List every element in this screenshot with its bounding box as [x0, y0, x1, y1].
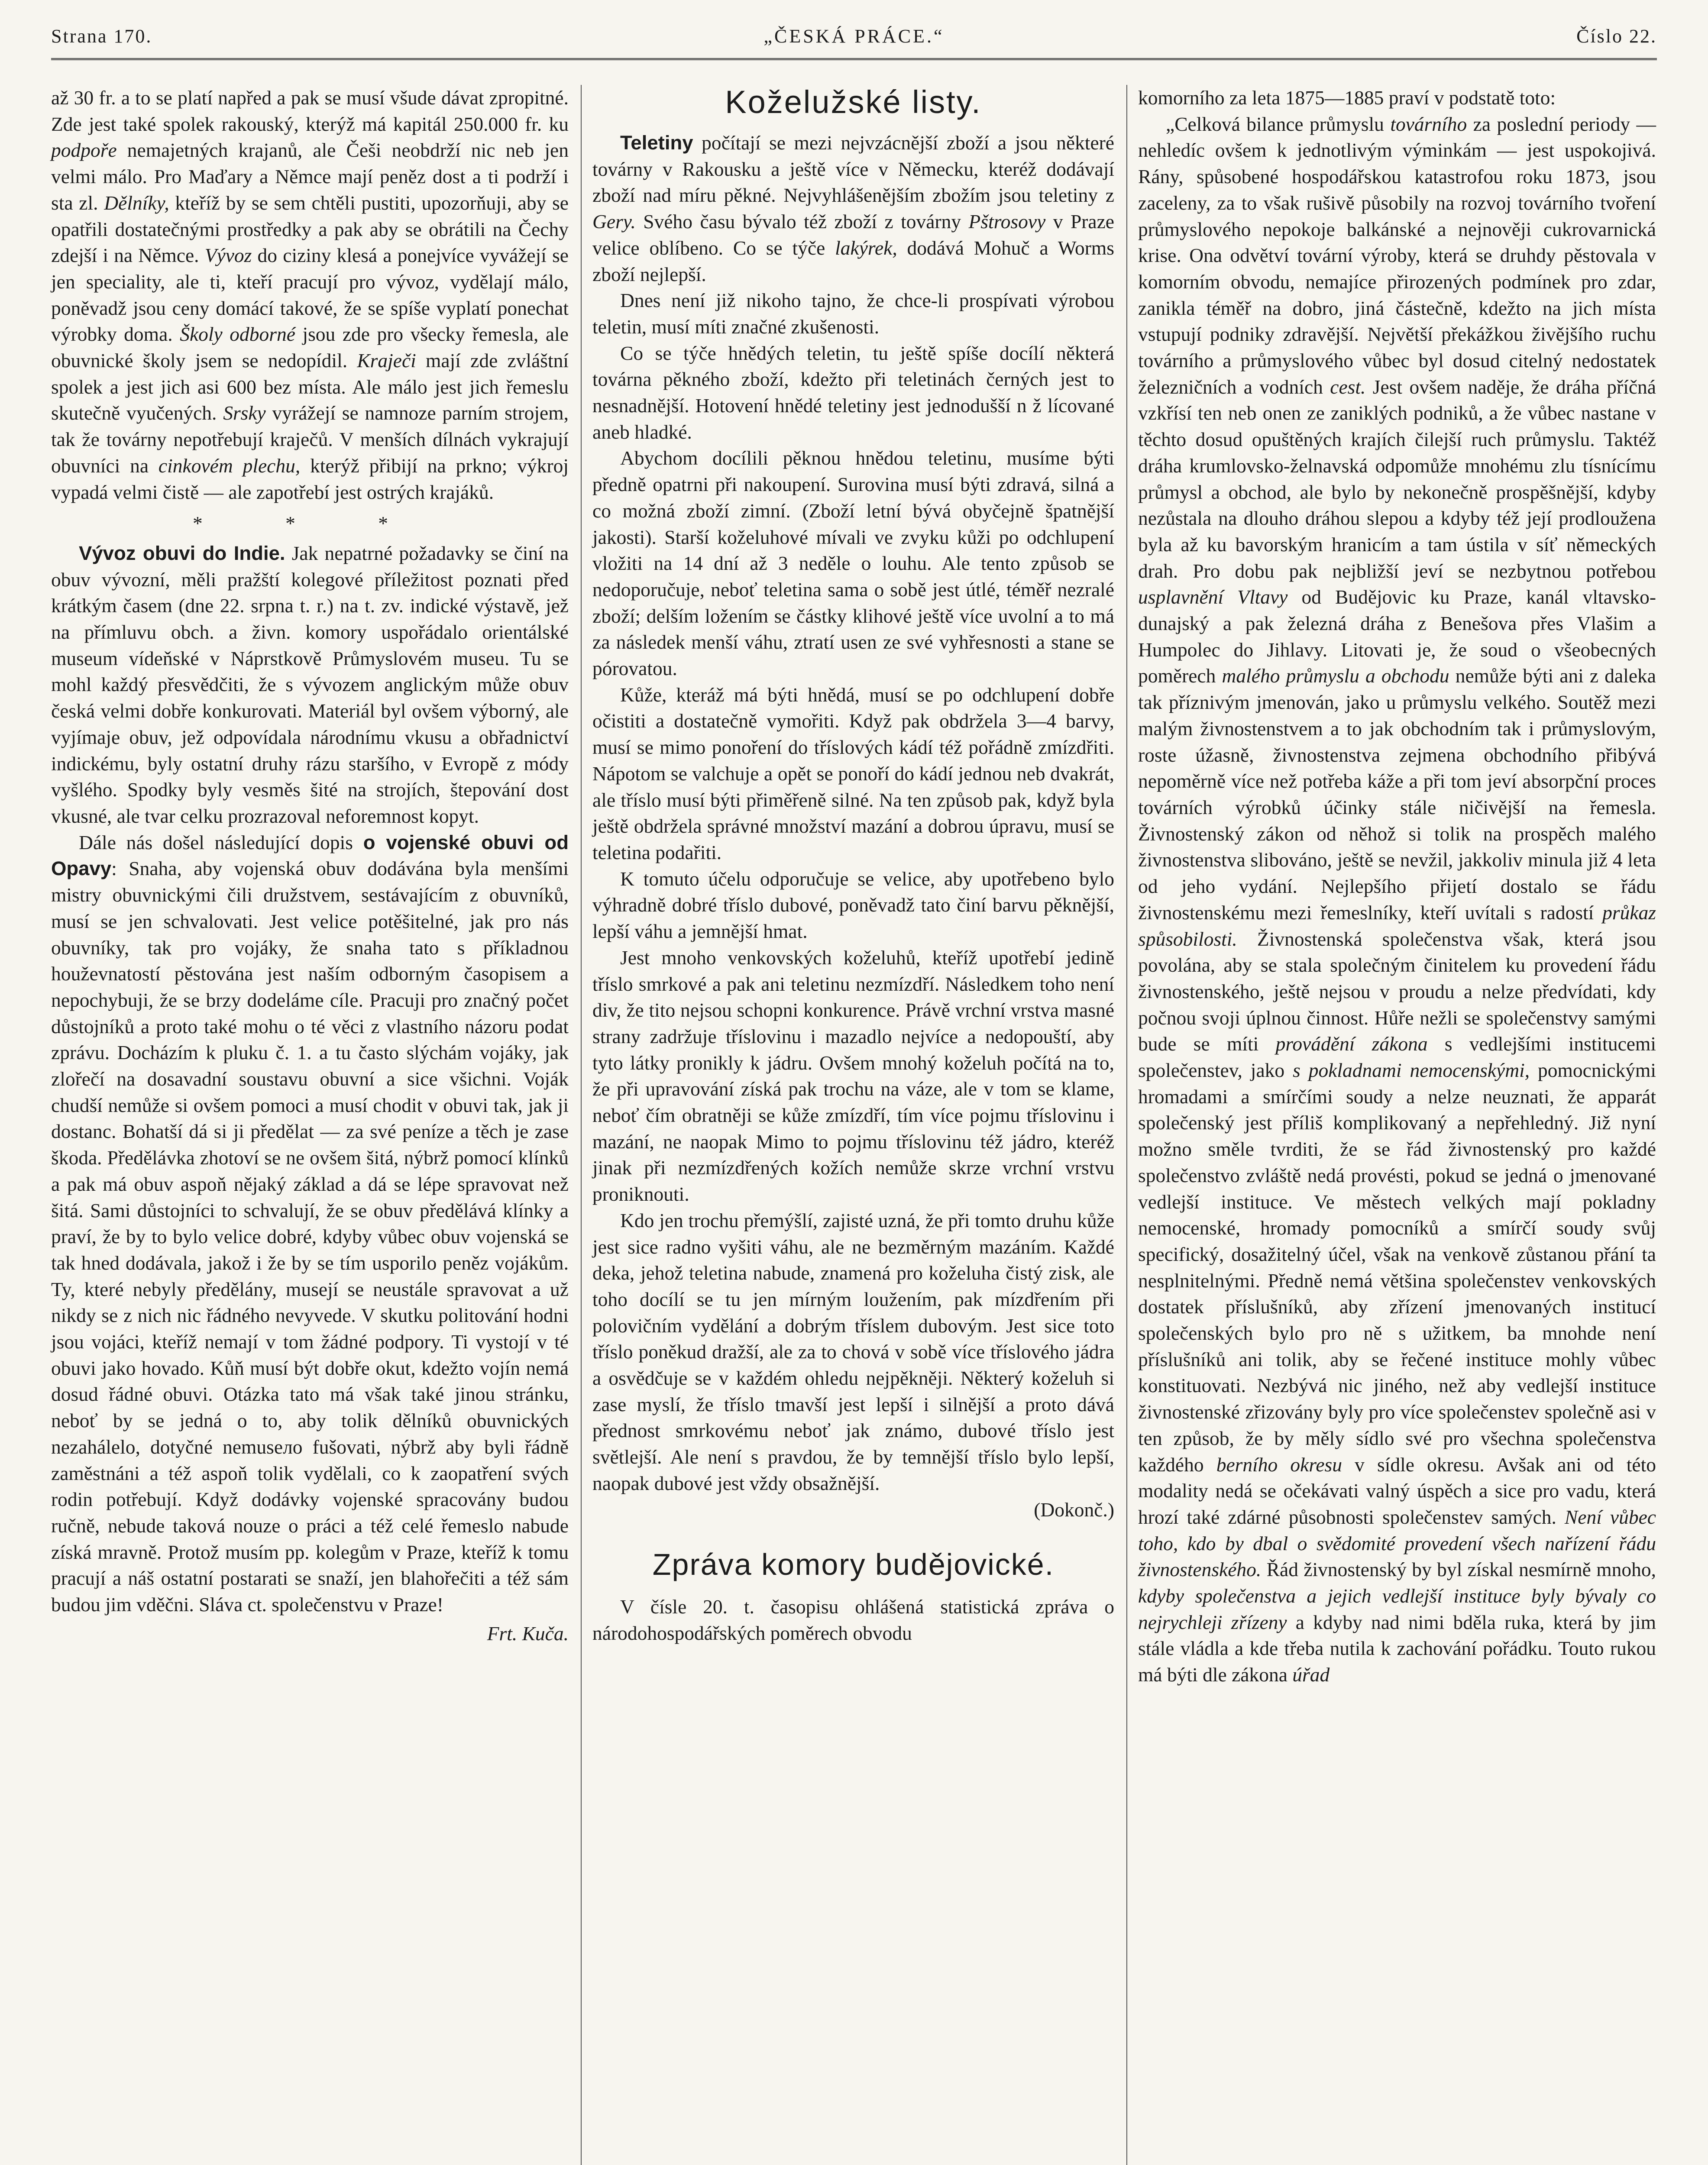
text-run-italic: provádění zákona: [1275, 1033, 1428, 1055]
text-run: v sídle okresu. Avšak ani od této modality nedá se očekávati valný úspěch a sice pro vadu, která hrozí také zdárné působnosti společenstev samých.: [1138, 1453, 1656, 1528]
header-rule: [51, 58, 1657, 60]
paragraph-continuation: komorního za leta 1875—1885 praví v podstatě toto:: [1138, 87, 1556, 109]
text-run: vyrážejí se namnoze parním strojem, tak že továrny nepotřebují kraječů. V menších dílnách vykrajují obuvníci na: [51, 402, 569, 477]
text-run-italic: malého průmyslu a obchodu: [1222, 665, 1449, 687]
text-run: kterýž přibijí na prkno; výkroj vypadá velmi čistě — ale zapotřebí jest ostrých krajáků.: [51, 454, 569, 503]
text-run: nemůže býti ani z daleka tak příznivým jmenován, jako u průmyslu velkého. Soutěž mezi malým živnostenstvem a to jak obchodním tak i průmyslovým, roste úžasně, živnostenstva zejmena obchodního přibývá nepoměrně více než potřeba káže a při tom jeví absorpční proces továrních výrobků účinky stále ničivější na řemesla. Živnostenský zákon od něhož si tolik na prospěch malého živnostenstva slibováno, ještě se nevžil, jakkoliv minula již 4 leta od jeho vydání. Nejlepšího přijetí dostalo se řádu živnostenskému mezi řemeslníky, kteří uvítali s radostí: [1138, 665, 1656, 924]
text-run: Jak nepatrné požadavky se činí na obuv vývozní, měli pražští kolegové příležitost poznati před krátkým časem (dne 22. srpna t. r.) na t. zv. indické výstavě, jež na přímluvu obch. a živn. komory uspořádalo orientálské museum vídeňské v Náprstkově Průmyslovém museu. Tu se mohl každý přesvědčiti, že s vývozem anglickým může obuv česká velmi dobře konkurovati. Materiál byl ovšem výborný, ale vyjímaje obuv, jež odpovídala národnímu vkusu a obřadnictví indickému, byly ostatní druhy rázu staršího, v Evropě z módy vyšlého. Spodky byly vesměs šité na strojích, štepování dost vkusné, ale tvar celku prozrazoval neforemnost kopyt.: [51, 542, 569, 827]
paragraph-continuation: [51, 85, 569, 505]
article-heading: o vojenské obuvi od Opavy: [51, 831, 569, 880]
text-run: Jest ovšem naděje, že dráha příčná vzkřísí ten neb onen ze zaniklých podniků, a že vůbec nastane v těchto dosud opuštěných krajích čilejší ruch průmyslu. Taktéž dráha krumlovsko-želnavská odpomůže mnohému zlu tísnícímu průmysl a obchod, ale bylo by nekonečně prospěšnější, kdyby nezůstala na dlouho dráhou slepou a kdyby též její prodloužena byla až ku bavorským hranicím a tam ústila v síť německých drah. Pro dobu pak nejbližší jeví se nezbytnou potřebou: [1138, 375, 1656, 582]
to-be-continued: (Dokonč.): [1034, 1498, 1114, 1521]
page-header: [51, 18, 1657, 61]
text-run: kteříž by se sem chtěli pustiti, upozorňuji, aby se opatřili dostatečnými prostředky a pak aby se obrátili na Čechy zdejší i na Němce.: [51, 191, 569, 267]
paragraph: Abychom docílili pěknou hnědou teletinu, musíme býti předně opatrni při nakoupení. Surovina musí býti zdravá, silná a co možná zboží zimní. (Zboží letní bývá obyčejně špatnější jakosti). Starší koželuhové mívali ve zvyku kůži po odchlupení vložiti na 14 dní až 3 neděle o louhu. Ale tento způsob se nedoporučuje, neboť teletina sama o sobě jest útlé, téměř nezralé zboží; delším ložením se částky klihové ještě více uvolní a to má za následek menší váhu, ztratí usen ze své vyhřesnosti a stane se pórovatou.: [592, 447, 1114, 680]
text-run-italic: úřad: [1292, 1664, 1330, 1686]
text-run: Řád živnostenský by byl získal nesmírně mnoho,: [1261, 1558, 1656, 1581]
text-run-italic: kdyby společenstva a jejich vedlejší instituce byly bývaly co nejrychleji zřízeny: [1138, 1585, 1656, 1633]
newspaper-title: „ČESKÁ PRÁCE.“: [763, 26, 945, 47]
text-run: „Celková bilance průmyslu: [1166, 113, 1391, 135]
text-run-italic: Není vůbec toho, kdo by dbal o svědomité provedení všech nařízení řádu živnostenského.: [1138, 1506, 1656, 1581]
text-run: za poslední periody — nehledíc ovšem k jednotlivým výminkám — jest uspokojivá. Rány, spůsobené hospodářskou katastrofou roku 1873, jsou zaceleny, za to však rušivě působily na rozvoj továrního tvoření průmyslového nepokoje balkánské a nejnověji cukrovarnická krise. Ona odvětví tovární výroby, která se druhdy pěstovala v komorním obvodu, nemajíce přirozených podmínek pro zdar, zanikla téměř na dobro, jiná částečně, kdežto na jich místa vstupují podniky zdravější. Největší překážkou živějšího ruchu továrního a průmyslového vůbec byl dosud citelný nedostatek železničních a vodních: [1138, 113, 1656, 398]
text-run: Živnostenská společenstva však, která jsou povolána, aby se stala společným činitelem ku provedení řádu živnostenského, ještě nejsou v proudu a nelze předvídati, kdy počnou svoji úplnou činnost. Hůře nežli se společenstvy samými bude se míti: [1138, 927, 1656, 1055]
column-1: [51, 85, 569, 2165]
paragraph: K tomuto účelu odporučuje se velice, aby upotřebeno bylo výhradně dobré tříslo dubové, poněvadž tato činí barvu pěknější, lepší váhu a jemnější hmat.: [592, 867, 1114, 943]
section-title-tanning: Koželužské listy.: [725, 84, 982, 120]
text-run-italic: Pštrosovy: [968, 210, 1046, 233]
text-run-italic: továrního: [1390, 113, 1467, 135]
text-run-italic: Vývoz: [204, 244, 252, 267]
text-run-italic: usplavnění Vltavy: [1138, 586, 1288, 608]
text-run-italic: Dělníky,: [104, 191, 169, 214]
paragraph: Kůže, kteráž má býti hnědá, musí se po odchlupení dobře očistiti a dostatečně vymořiti. Když pak obdržela 3—4 barvy, musí se mimo ponoření do tříslových kádí též pořádně zmízdřiti. Nápotom se valchuje a opět se ponoří do kádí jednou neb dvakrát, ale tříslo musí býti přiměřeně silné. Na ten způsob pak, když byla ještě obdržela správné množství mazání a dobrou úpravu, musí se teletina podařiti.: [592, 683, 1114, 863]
issue-number: Číslo 22.: [1576, 26, 1657, 47]
text-run: od Budějovic ku Praze, kanál vltavsko-dunajský a pak železná dráha z Benešova přes Vlašim a Humpolec do Jihlavy. Litovati je, že soud o všeobecných poměrech: [1138, 586, 1656, 687]
text-run-italic: lakýrek,: [835, 236, 897, 259]
paragraph: Kdo jen trochu přemýšlí, zajisté uzná, že při tomto druhu kůže jest sice radno vyšiti váhu, ale ne bezměrným mazáním. Každé deka, jehož teletina nabude, znamená pro koželuha čistý zisk, ale toho docílí se tu jen mírným loužením, pak mízdřením při polovičním vydělání a dobrým tříslem dubovým. Jest sice toto tříslo poněkud dražší, ale za to chová v sobě více tříslového jádra a osvědčuje se v každém ohledu nejpěkněji. Některý koželuh si zase myslí, že tříslo tmavší jest lepší i silnější a proto dává přednost smrkovému neboť jak známo, dubové tříslo jest světlejší. Ale není s pravdou, že by temnější tříslo bylo lepší, naopak dubové jest vždy obsažnější.: [592, 1209, 1114, 1494]
text-run: Dále nás došel následující dopis: [79, 831, 363, 853]
text-run: pomocnickými hromadami a smírčími soudy a nelze neuznati, že apparát společenský jest příliš komplikovaný a nepřehledný. Již nyní možno směle tvrditi, že se řád živnostenský pro každé společenstvo zvláště nedá provésti, pokud se jedná o jmenované vedlejší instituce. Ve městech velkých mají pokladny nemocenské, hromady pomocníků a smírčí soudy svůj specifický, dosažitelný účel, však na venkově zůstanou přání ta nesplnitelnými. Předně nemá většina společenstev venkovských dostatek příslušníků, aby zřízení jmenovaných institucí společenských bylo pro ně s užitkem, ba mnohde není příslušníků ani tolik, aby se řečené instituce mohly vůbec konstituovati. Nezbývá nic jiného, než aby vedlejší instituce živnostenské zřizovány byly pro více společenstev společně asi v ten způsob, že by měly sídlo své pro všechna společenstva každého: [1138, 1059, 1656, 1476]
text-run: počítají se mezi nejvzácnější zboží a jsou některé továrny v Rakousku a ještě více v Německu, kteréž dodávají zboží nad míru pěkné. Nejvyhlášenějším zbožím jsou teletiny z: [592, 132, 1114, 207]
text-run: : Snaha, aby vojenská obuv dodávána byla menšími mistry obuvnickými čili družstvem, sestávajícím z obuvníků, musí se jen schvalovati. Jest velice potěšitelné, jak pro nás obuvníky, tak pro vojáky, že snaha tato s příkladnou houževnatostí pěstována jest naším odborným časopisem a nepochybuji, že se brzy dodeláme cíle. Pracuji pro značný počet důstojníků a proto také mohu o té věci z vlastního názoru podat zprávu. Docházím k pluku č. 1. a tu často slýchám vojáky, jak zlořečí na dosavadní soustavu obuvní a sice všichni. Voják chudší nemůže si ovšem pomoci a musí chodit v obuvi tak, jak ji dostanc. Bohatší dá si ji předělat — za své peníze a těch je zase škoda. Předělávka zhotoví se ne ovšem šitá, nýbrž pomocí klínků a pak má obuv aspoň nějaký základ a dá se lépe spravovat než šitá. Sami důstojníci to schvalují, že se obuv předělává klínky a praví, že by to bylo velice dobré, kdyby vůbec obuv vojenská se tak hned dodávala, jakož i že by se tím usporilo peněz vojákům. Ty, které nebyly předělány, musejí se neustále spravovat a už nikdy se z nich nic řádného nevyvede. V skutku politování hodni jsou vojáci, kteříž nemají v tom žádné podpory. Ti vystojí v té obuvi jako hovado. Kůň musí být dobře okut, kdežto vojín nemá dosud řádné obuvi. Otázka tato má však také jinou stránku, neboť by se jedná o to, aby tolik dělníků obuvnických nezahálelo, dotyčné nemusело fušovati, nýbrž aby byli řádně zaměstnáni a též aspoň tolik vydělali, co k zaopatření svých rodin potřebují. Když dodávky vojenské spracovány budou ručně, nebude taková nouze o práci a též celé řemeslo nabude získá mravně. Protož musím pp. kolegům v Praze, kteříž k tomu pracují a náš ostatní postarati se snaží, jen blahořečiti a též sám budou jim vděčni. Sláva ct. společenstvu v Praze!: [51, 857, 569, 1616]
text-run: a kdyby nad nimi bděla ruka, která by jim stále vládla a kde třeba nutila k zachování pořádku. Touto rukou má býti dle zákona: [1138, 1611, 1656, 1686]
text-run-italic: s pokladnami nemocenskými,: [1293, 1059, 1530, 1082]
text-run-italic: cest.: [1330, 375, 1366, 398]
text-run: jsou zde pro všecky řemesla, ale obuvnické školy jsem se nedopídil.: [51, 323, 569, 372]
author-signature: Frt. Kuča.: [487, 1622, 569, 1645]
text-run: mají zde zvláštní spolek a jest jich asi 600 bez místa. Ale málo jest jich řemeslu skutečně vyučených.: [51, 349, 569, 424]
column-2: [592, 85, 1114, 2165]
article-military-footwear: [51, 830, 569, 1618]
paragraph: V čísle 20. t. časopisu ohlášená statistická zpráva o národohospodářských poměrech obvodu: [592, 1596, 1114, 1644]
text-run: do ciziny klesá a ponejvíce vyvážejí se jen speciality, ale ti, kteří pracují pro vývoz, vydělají málo, poněvadž jsou ceny domácí takové, že se spíše vyplatí ponechat výrobky doma.: [51, 244, 569, 346]
text-run: nemajetných krajanů, ale Češi neobdrží nic neb jen velmi málo. Pro Maďary a Němce mají peněz dost a ti podrží i sta zl.: [51, 139, 569, 214]
column-divider-1: [581, 85, 582, 2165]
text-run: v Praze velice oblíbeno. Co se týče: [592, 210, 1114, 259]
article-heading: Vývoz obuvi do Indie.: [79, 542, 285, 564]
text-run-italic: Kraječi: [357, 349, 416, 372]
text-run-italic: cinkovém plechu,: [158, 454, 301, 477]
paragraph: Dnes není již nikoho tajno, že chce-li prospívati výrobou teletin, musí míti značné zkušenosti.: [592, 289, 1114, 338]
section-title-chamber-report: Zpráva komory budějovické.: [652, 1548, 1055, 1582]
paragraph: Co se týče hnědých teletin, tu ještě spíše docílí některá továrna pěkného zboží, kdežto při teletinách černých jest to nesnadnější. Hotovení hnědé teletiny jest jednodušší n ž lícované aneb hladké.: [592, 342, 1114, 443]
text-run: až 30 fr. a to se platí napřed a pak se musí všude dávat zpropitné. Zde jest také spolek rakouský, kterýž má kapitál 250.000 fr. ku: [51, 87, 569, 135]
text-run-italic: berního okresu: [1216, 1453, 1342, 1476]
text-run-italic: Gery.: [592, 210, 636, 233]
article-india-export: [51, 540, 569, 830]
article-heading: Teletiny: [620, 132, 693, 154]
paragraph: Jest mnoho venkovských koželuhů, kteříž upotřebí jedině tříslo smrkové a pak ani teletinu nezmízdří. Následkem toho není div, že tito nejsou schopni konkurence. Právě vrchní vrstva masné strany zadržuje tříslovinu i mazadlo nejvíce a nedopouští, aby tyto látky pronikly k jádru. Ovšem mnohý koželuh počítá na to, že při upravování získá pak trochu na váze, ale v tom se klame, neboť čím obratněji se kůže zmízdří, tím více pojmu tříslovinu i mazání, ne naopak Mimo to pojmu tříslovinu též jádro, kteréž jinak při nezmízdřených kožích nemůže skrze vrchní vrstvu proniknouti.: [592, 946, 1114, 1205]
quoted-report: [1138, 111, 1656, 1688]
text-run-italic: podpoře: [51, 139, 117, 162]
paragraph: [592, 130, 1114, 288]
text-run-italic: průkaz spůsobilosti.: [1138, 901, 1656, 950]
column-divider-2: [1126, 85, 1127, 2165]
text-run-italic: Školy odborné: [180, 323, 295, 346]
text-run: s vedlejšími institucemi společenstev, jako: [1138, 1033, 1656, 1082]
section-separator: * * *: [193, 512, 427, 535]
text-run: dodává Mohuč a Worms zboží nejlepší.: [592, 236, 1114, 285]
column-3: [1138, 85, 1656, 2165]
page-number: Strana 170.: [51, 26, 152, 47]
text-run-italic: Srsky: [223, 402, 266, 424]
text-run: Svého času bývalo též zboží z továrny: [635, 210, 969, 233]
